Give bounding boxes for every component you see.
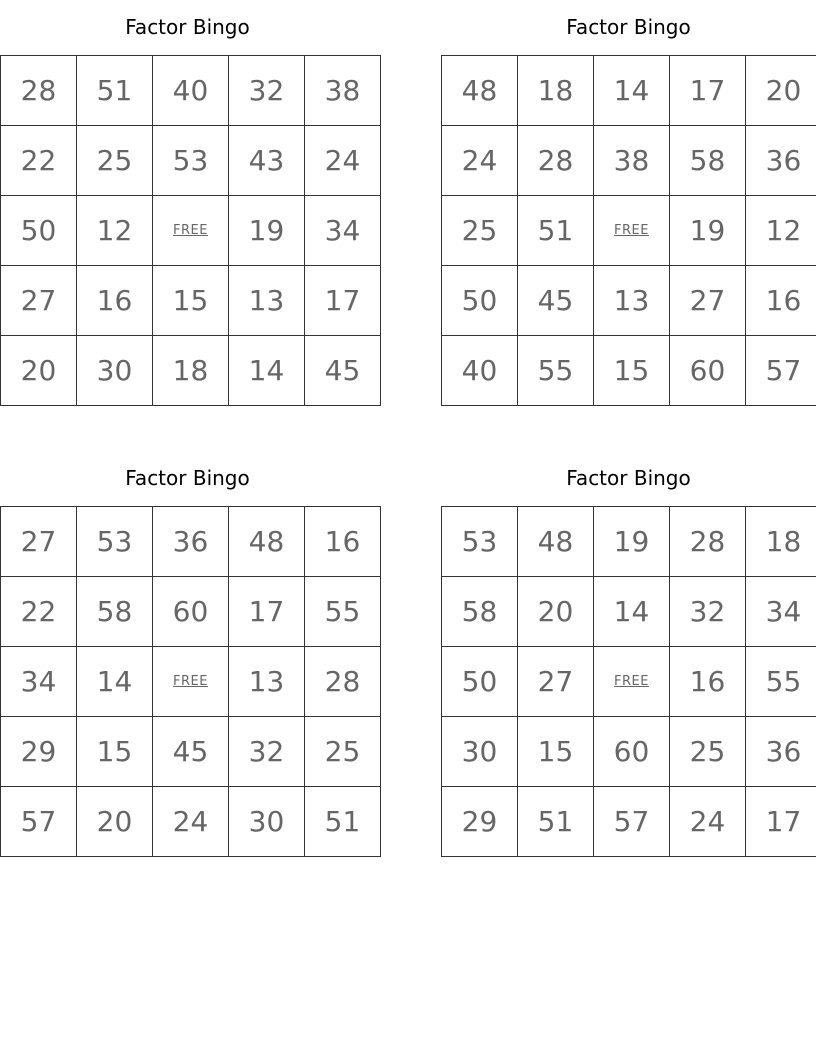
bingo-grid (0, 55, 381, 406)
grid-row (442, 577, 816, 647)
number-cell: 50 (1, 196, 77, 266)
number-cell: 48 (442, 56, 518, 126)
number-cell: 19 (670, 196, 746, 266)
number-cell: 48 (229, 507, 305, 577)
number-cell: 36 (153, 507, 229, 577)
number-cell: 34 (1, 647, 77, 717)
number-cell: 19 (594, 507, 670, 577)
number-cell: 12 (77, 196, 153, 266)
bingo-grid (441, 55, 816, 406)
number-cell: 13 (229, 266, 305, 336)
number-cell: 40 (153, 56, 229, 126)
number-cell: 38 (305, 56, 381, 126)
card-title: Factor Bingo (566, 15, 691, 39)
number-cell: 19 (229, 196, 305, 266)
grid-row (1, 787, 381, 857)
number-cell: 18 (746, 507, 816, 577)
grid-row (442, 266, 816, 336)
number-cell: 55 (305, 577, 381, 647)
number-cell: 45 (518, 266, 594, 336)
number-cell: 15 (594, 336, 670, 406)
grid-row (442, 126, 816, 196)
bingo-grid (441, 506, 816, 857)
grid-row (1, 56, 381, 126)
number-cell: 53 (153, 126, 229, 196)
number-cell: 36 (746, 717, 816, 787)
number-cell: 16 (746, 266, 816, 336)
number-cell: 43 (229, 126, 305, 196)
grid-row (442, 717, 816, 787)
number-cell: 30 (442, 717, 518, 787)
number-cell: 13 (229, 647, 305, 717)
grid-row (1, 336, 381, 406)
card-title: Factor Bingo (125, 15, 250, 39)
number-cell: 27 (518, 647, 594, 717)
free-space-cell: FREE (594, 647, 670, 717)
grid-row (442, 56, 816, 126)
number-cell: 48 (518, 507, 594, 577)
grid-row (442, 336, 816, 406)
grid-row (1, 126, 381, 196)
number-cell: 16 (670, 647, 746, 717)
number-cell: 34 (746, 577, 816, 647)
number-cell: 53 (77, 507, 153, 577)
number-cell: 17 (305, 266, 381, 336)
number-cell: 18 (518, 56, 594, 126)
number-cell: 45 (305, 336, 381, 406)
number-cell: 17 (746, 787, 816, 857)
free-space-cell: FREE (153, 647, 229, 717)
number-cell: 15 (77, 717, 153, 787)
number-cell: 30 (77, 336, 153, 406)
grid-row (1, 266, 381, 336)
number-cell: 28 (518, 126, 594, 196)
number-cell: 60 (594, 717, 670, 787)
number-cell: 60 (670, 336, 746, 406)
number-cell: 20 (1, 336, 77, 406)
number-cell: 57 (594, 787, 670, 857)
number-cell: 20 (77, 787, 153, 857)
number-cell: 17 (229, 577, 305, 647)
number-cell: 12 (746, 196, 816, 266)
free-space-cell: FREE (153, 196, 229, 266)
number-cell: 29 (1, 717, 77, 787)
bingo-card-3 (0, 465, 375, 857)
bingo-card-2 (441, 14, 816, 406)
grid-row (442, 647, 816, 717)
number-cell: 20 (518, 577, 594, 647)
number-cell: 27 (1, 266, 77, 336)
number-cell: 58 (670, 126, 746, 196)
number-cell: 36 (746, 126, 816, 196)
grid-row (442, 507, 816, 577)
number-cell: 45 (153, 717, 229, 787)
number-cell: 32 (670, 577, 746, 647)
number-cell: 28 (670, 507, 746, 577)
number-cell: 29 (442, 787, 518, 857)
number-cell: 60 (153, 577, 229, 647)
number-cell: 22 (1, 577, 77, 647)
number-cell: 24 (442, 126, 518, 196)
number-cell: 15 (518, 717, 594, 787)
number-cell: 34 (305, 196, 381, 266)
number-cell: 53 (442, 507, 518, 577)
free-space-cell: FREE (594, 196, 670, 266)
number-cell: 25 (670, 717, 746, 787)
number-cell: 18 (153, 336, 229, 406)
number-cell: 58 (77, 577, 153, 647)
number-cell: 17 (670, 56, 746, 126)
card-title: Factor Bingo (125, 466, 250, 490)
number-cell: 50 (442, 647, 518, 717)
number-cell: 14 (77, 647, 153, 717)
number-cell: 30 (229, 787, 305, 857)
number-cell: 27 (670, 266, 746, 336)
number-cell: 20 (746, 56, 816, 126)
grid-row (1, 647, 381, 717)
grid-row (1, 507, 381, 577)
number-cell: 22 (1, 126, 77, 196)
number-cell: 28 (1, 56, 77, 126)
grid-row (1, 577, 381, 647)
grid-row (442, 787, 816, 857)
number-cell: 57 (1, 787, 77, 857)
grid-row (1, 717, 381, 787)
number-cell: 40 (442, 336, 518, 406)
number-cell: 51 (305, 787, 381, 857)
number-cell: 55 (518, 336, 594, 406)
number-cell: 15 (153, 266, 229, 336)
number-cell: 51 (518, 196, 594, 266)
number-cell: 50 (442, 266, 518, 336)
number-cell: 14 (594, 577, 670, 647)
number-cell: 25 (77, 126, 153, 196)
number-cell: 13 (594, 266, 670, 336)
number-cell: 32 (229, 56, 305, 126)
number-cell: 16 (305, 507, 381, 577)
number-cell: 51 (518, 787, 594, 857)
bingo-card-4 (441, 465, 816, 857)
number-cell: 25 (305, 717, 381, 787)
number-cell: 27 (1, 507, 77, 577)
number-cell: 51 (77, 56, 153, 126)
card-title: Factor Bingo (566, 466, 691, 490)
number-cell: 24 (670, 787, 746, 857)
bingo-grid (0, 506, 381, 857)
number-cell: 25 (442, 196, 518, 266)
number-cell: 24 (305, 126, 381, 196)
grid-row (442, 196, 816, 266)
number-cell: 28 (305, 647, 381, 717)
number-cell: 38 (594, 126, 670, 196)
number-cell: 14 (229, 336, 305, 406)
number-cell: 32 (229, 717, 305, 787)
grid-row (1, 196, 381, 266)
number-cell: 16 (77, 266, 153, 336)
number-cell: 55 (746, 647, 816, 717)
bingo-card-1 (0, 14, 375, 406)
number-cell: 58 (442, 577, 518, 647)
number-cell: 57 (746, 336, 816, 406)
number-cell: 24 (153, 787, 229, 857)
number-cell: 14 (594, 56, 670, 126)
